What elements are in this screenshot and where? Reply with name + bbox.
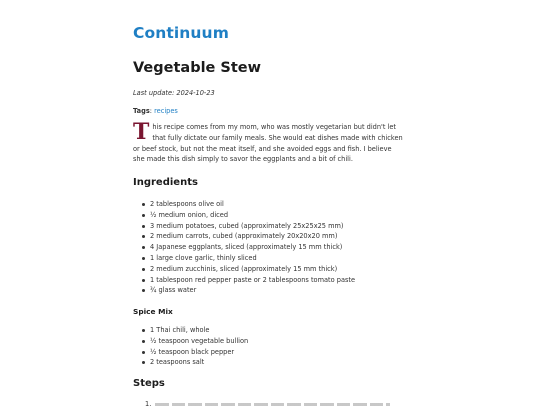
last-update: Last update: 2024-10-23 — [133, 89, 215, 97]
steps-heading: Steps — [133, 378, 165, 389]
tags-separator: : — [149, 107, 152, 115]
step-number: 1. — [145, 401, 152, 407]
list-item: ½ teaspoon vegetable bullion — [150, 336, 249, 345]
ingredients-list — [133, 199, 355, 296]
list-item: 1 large clove garlic, thinly sliced — [150, 253, 355, 264]
logo-text: ontinuum — [144, 24, 229, 42]
list-item: 2 medium zucchinis, sliced (approximately 15 mm thick) — [150, 264, 355, 275]
list-item: ¾ glass water — [150, 285, 355, 296]
logo-initial: C — [133, 24, 145, 42]
intro-text: his recipe comes from my mom, who was mostly vegetarian but didn't let that fully dictate our family meals. She would eat dishes made with chicken or beef stock, but not the meat itself, and she avoided eggs and fish. I believe she made this dish simply to savor the eggplants and a bit of chili. — [133, 123, 403, 164]
site-logo[interactable] — [133, 24, 229, 42]
spice-mix-list — [133, 325, 248, 368]
list-item: ½ medium onion, diced — [150, 210, 355, 221]
spice-mix-heading: Spice Mix — [133, 307, 173, 316]
steps-first-item-cut-off — [145, 401, 405, 407]
list-item: 2 medium carrots, cubed (approximately 20x20x20 mm) — [150, 231, 355, 242]
drop-cap: T — [133, 119, 150, 145]
list-item: 2 tablespoons olive oil — [150, 199, 355, 210]
list-item: ½ teaspoon black pepper — [150, 347, 248, 358]
list-item: 1 tablespoon red pepper paste or 2 tablespoons tomato paste — [150, 275, 356, 284]
list-item: 4 Japanese eggplants, sliced (approximately 15 mm thick) — [150, 242, 355, 253]
list-item: 3 medium potatoes, cubed (approximately 25x25x25 mm) — [150, 221, 355, 232]
tags-label: Tags — [133, 107, 150, 115]
ingredients-heading: Ingredients — [133, 177, 198, 188]
list-item: 2 teaspoons salt — [150, 357, 248, 368]
tags-line — [133, 107, 178, 115]
intro-paragraph — [133, 119, 405, 165]
page-title: Vegetable Stew — [133, 60, 262, 76]
tag-link-recipes[interactable]: recipes — [154, 107, 178, 115]
list-item: 1 Thai chili, whole — [150, 325, 248, 336]
